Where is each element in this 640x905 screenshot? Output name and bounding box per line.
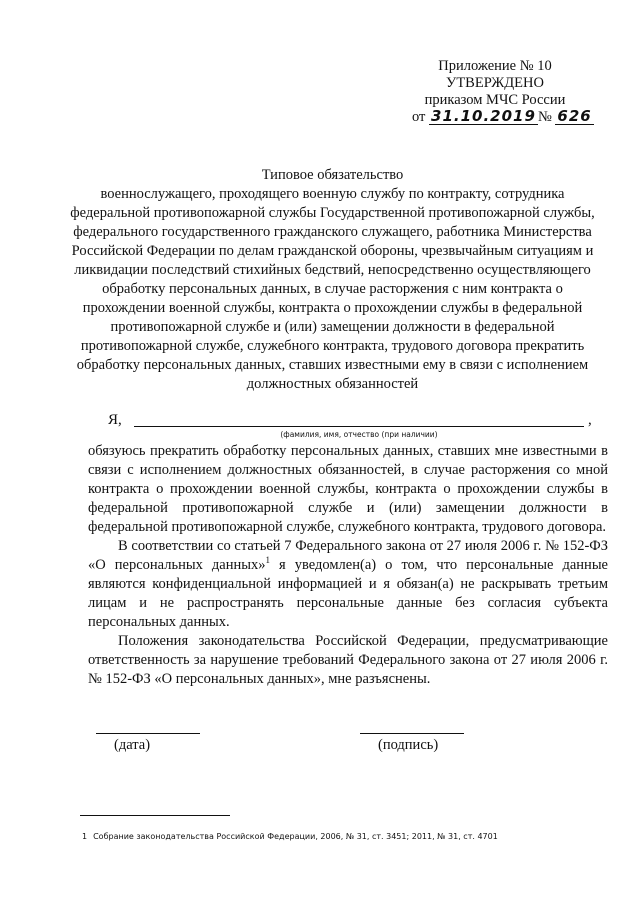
footnote-divider bbox=[80, 815, 230, 816]
order-date-line bbox=[400, 109, 590, 126]
signer-prefix: Я, bbox=[108, 412, 122, 428]
handwritten-date: 31.10.2019 bbox=[431, 107, 536, 125]
date-label: (дата) bbox=[114, 737, 151, 753]
approved-label: УТВЕРЖДЕНО bbox=[446, 75, 544, 91]
signer-name-hint: (фамилия, имя, отчество (при наличии) bbox=[280, 430, 438, 439]
footnote-text: Собрание законодательства Российской Федерации, 2006, № 31, ст. 3451; 2011, № 31, ст. 4701 bbox=[93, 832, 498, 841]
signature-line[interactable] bbox=[360, 733, 464, 734]
signature-label: (подпись) bbox=[378, 737, 439, 753]
order-reference: приказом МЧС России bbox=[424, 92, 566, 108]
signer-name-field[interactable] bbox=[134, 426, 584, 427]
appendix-header bbox=[400, 58, 590, 126]
obligation-text bbox=[88, 442, 608, 689]
notification-text-end: я уведомлен(а) о том, что персональные данные являются конфиденциальной информацией и я обязан(а) не раскрывать третьим лицам и не распространять персональные данные без согласия субъекта персональных данных. bbox=[88, 557, 608, 630]
signer-suffix: , bbox=[588, 412, 592, 428]
paragraph-notification bbox=[88, 537, 608, 632]
footnote-reference: 1 bbox=[265, 555, 270, 566]
document-title bbox=[60, 166, 605, 394]
number-prefix: № bbox=[537, 109, 552, 125]
paragraph-responsibility: Положения законодательства Российской Федерации, предусматривающие ответственность за нарушение требований Федерального закона от 27 июля 2006 г. № 152-ФЗ «О персональных данных», мне разъяснены. bbox=[88, 633, 608, 687]
footnote-mark: 1 bbox=[82, 832, 88, 841]
title-body: военнослужащего, проходящего военную службу по контракту, сотрудника федеральной противопожарной службы Государственной противопожарной службы, федерального государственного гражданского служащего, работника Министерства Российской Федерации по делам гражданской обороны, чрезвычайным ситуациям и ликвидации последствий стихийных бедствий, непосредственно осуществляющего обработку персональных данных, в случае расторжения с ним контракта о прохождении военной службы, контракта о прохождении службы в федеральной противопожарной службе и (или) замещении должности в федеральной противопожарной службе, служебного контракта, трудового договора прекратить обработку персональных данных, ставших известными ему в связи с исполнением должностных обязанностей bbox=[70, 186, 595, 392]
date-prefix: от bbox=[412, 109, 426, 125]
date-signature-line[interactable] bbox=[96, 733, 200, 734]
appendix-number: Приложение № 10 bbox=[438, 58, 552, 74]
notification-text-start: В соответствии со статьей 7 Федерального закона от 27 июля 2006 г. № 152-ФЗ «О персональных данных» bbox=[88, 538, 608, 573]
footnote bbox=[82, 832, 602, 841]
handwritten-number: 626 bbox=[557, 107, 592, 125]
signer-row bbox=[108, 412, 598, 432]
title-heading: Типовое обязательство bbox=[261, 167, 404, 183]
paragraph-obligation: обязуюсь прекратить обработку персональных данных, ставших мне известными в связи с исполнением должностных обязанностей, в случае расторжения со мной контракта о прохождении военной службы, контракта о прохождении службы в федеральной противопожарной службе и (или) замещении должности в федеральной противопожарной службе, служебного контракта, трудового договора. bbox=[88, 443, 608, 535]
